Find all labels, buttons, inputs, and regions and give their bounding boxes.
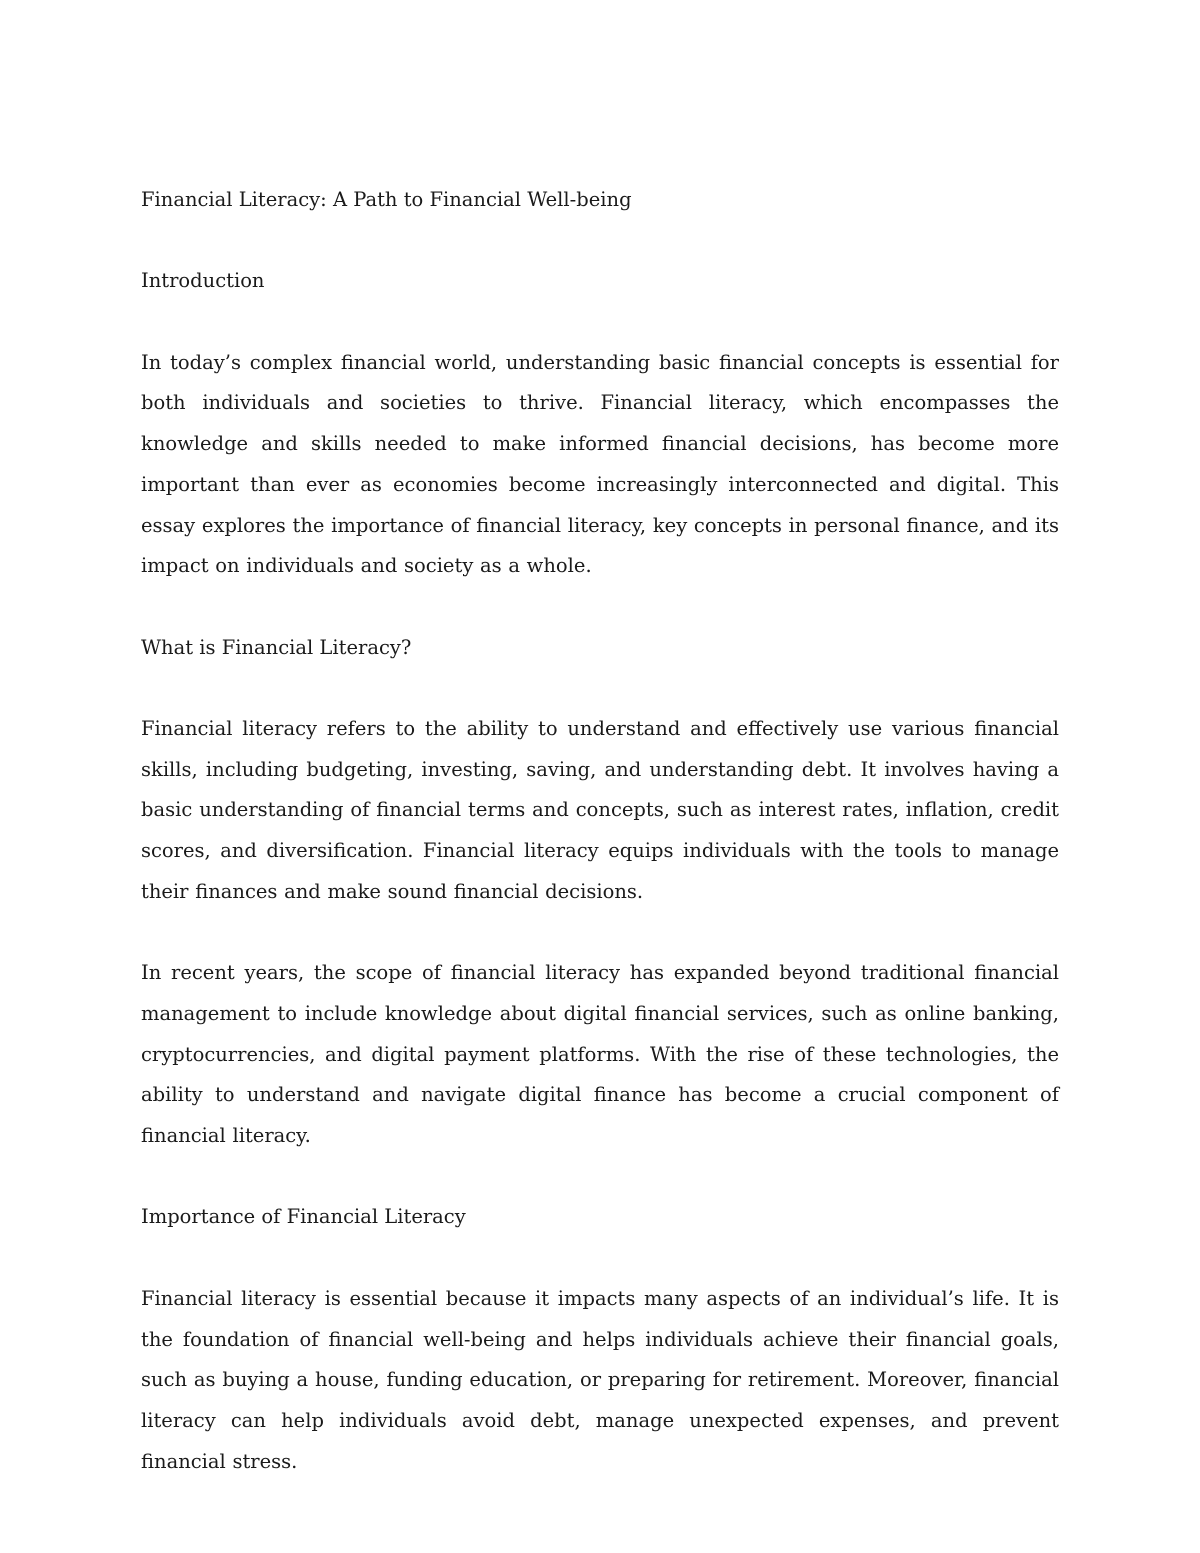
document-body: [141, 180, 1059, 1523]
document-title: Financial Literacy: A Path to Financial Well-being: [141, 188, 632, 211]
definition-paragraph: Financial literacy refers to the ability to understand and effectively use various financial skills, including budgeting, investing, saving, and understanding debt. It involves having a basic understanding of financial terms and concepts, such as interest rates, inflation, credit scores, and diversification. Financial literacy equips individuals with the tools to manage their finances and make sound financial decisions.: [141, 717, 1059, 903]
digital-finance-paragraph: In recent years, the scope of financial literacy has expanded beyond traditional financial management to include knowledge about digital financial services, such as online banking, cryptocurrencies, and digital payment platforms. With the rise of these technologies, the ability to understand and navigate digital finance has become a crucial component of financial literacy.: [141, 961, 1059, 1148]
section-heading-introduction: Introduction: [141, 269, 265, 293]
section-heading-what-is-financial-literacy: What is Financial Literacy?: [141, 635, 412, 659]
section-heading-importance: Importance of Financial Literacy: [141, 1205, 466, 1229]
importance-paragraph: Financial literacy is essential because it impacts many aspects of an individual’s life. It is the foundation of financial well-being and helps individuals achieve their financial goals, such as buying a house, funding education, or preparing for retirement. Moreover, financial literacy can help individuals avoid debt, manage unexpected expenses, and prevent financial stress.: [141, 1286, 1059, 1473]
introduction-paragraph: In today’s complex financial world, understanding basic financial concepts is essential for both individuals and societies to thrive. Financial literacy, which encompasses the knowledge and skills needed to make informed financial decisions, has become more important than ever as economies become increasingly interconnected and digital. This essay explores the importance of financial literacy, key concepts in personal finance, and its impact on individuals and society as a whole.: [141, 350, 1059, 578]
